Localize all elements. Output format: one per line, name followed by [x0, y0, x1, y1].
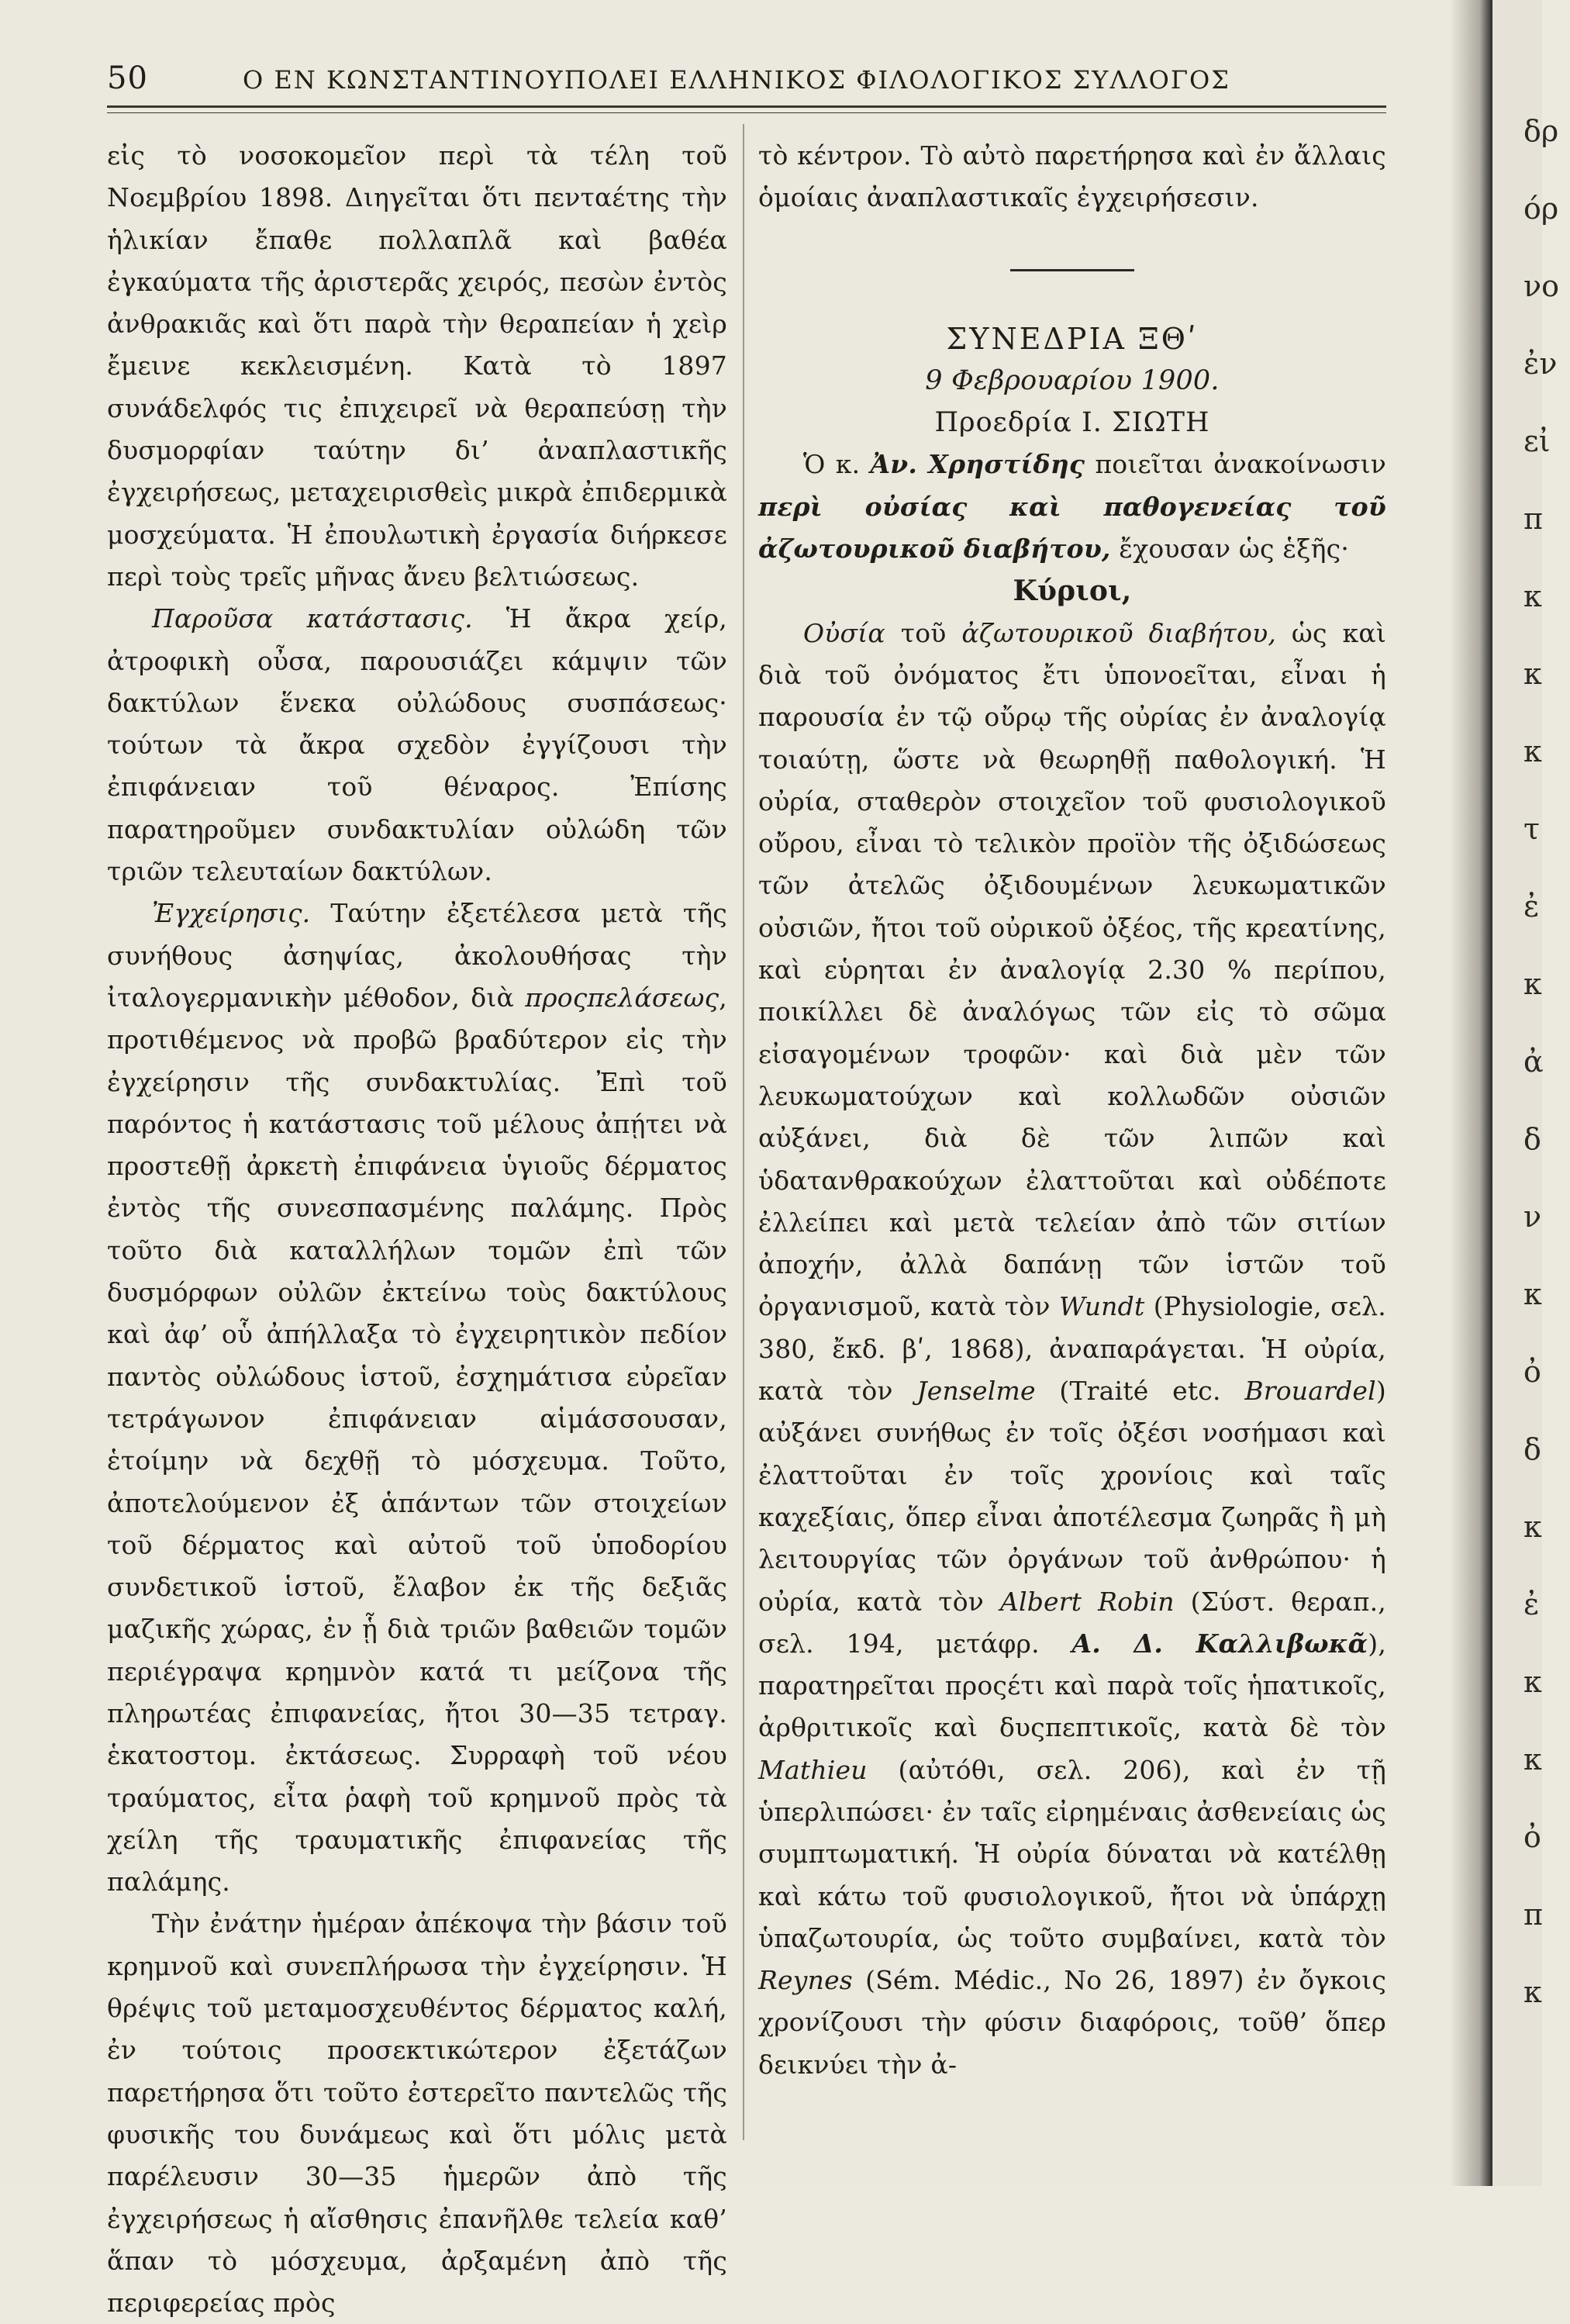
adjacent-page-fragment: κ	[1523, 1277, 1542, 1311]
intro-text-b: ποιεῖται ἀνακοίνωσιν	[1085, 449, 1386, 480]
author-wundt: Wundt	[1058, 1291, 1145, 1322]
azoturia-text-a: τοῦ	[885, 617, 962, 648]
author-mathieu: Mathieu	[758, 1754, 868, 1785]
author-albert-robin: Albert Robin	[999, 1586, 1175, 1617]
adjacent-page-fragment: ν	[1523, 1200, 1542, 1234]
azoturia-text-g: ), παρατηρεῖται προςέτι καὶ παρὰ τοῖς ἡπατικοῖς, ἀρθριτικοῖς καὶ δυςπεπτικοῖς, κατὰ δὲ τὸν	[758, 1628, 1387, 1743]
present-state-text: Ἡ ἄκρα χείρ, ἀτροφικὴ οὖσα, παρουσιάζει κάμψιν τῶν δακτύλων ἕνεκα οὐλώδους συσπάσεως· τούτων τὰ ἄκρα σχεδὸν ἐγγίζουσι τὴν ἐπιφάνειαν τοῦ θέναρος. Ἐπίσης παρατηροῦμεν συνδακτυλίαν οὐλώδη τῶν τριῶν τελευταίων δακτύλων.	[107, 603, 727, 887]
adjacent-page-fragment: εἰ	[1523, 424, 1551, 458]
intro-text-a: Ὁ κ.	[803, 449, 871, 480]
adjacent-page-fragment: δ	[1523, 1432, 1541, 1466]
author-reynes: Reynes	[758, 1965, 853, 1996]
communication-topic: περὶ οὐσίας καὶ παθογενείας τοῦ ἀζωτουρικοῦ διαβήτου,	[758, 491, 1386, 565]
header-rule-thick	[107, 105, 1386, 108]
page-number: 50	[107, 60, 148, 96]
adjacent-page-fragment: κ	[1523, 579, 1542, 613]
operation-label: Ἐγχείρησις.	[152, 898, 311, 929]
adjacent-page-fragment: ὀ	[1523, 1820, 1541, 1854]
adjacent-page-fragment: δ	[1523, 1122, 1541, 1156]
session-chair: Προεδρία Ι. ΣΙΩΤΗ	[934, 407, 1210, 439]
adjacent-page-fragment: κ	[1523, 1510, 1542, 1544]
adjacent-page-fragment: π	[1523, 502, 1543, 536]
azoturia-text-d: (Traité etc.	[1035, 1376, 1245, 1407]
azoturia-text-h: (αὐτόθι, σελ. 206), καὶ ἐν τῇ ὑπερλιπώσει· ἐν ταῖς εἰρημέναις ἀσθενείαις ὡς συμπτωματική. Ἡ οὐρία δύναται νὰ κατέλθῃ καὶ κάτω τοῦ φυσιολογικοῦ, ἤτοι νὰ ὑπάρχῃ ὑπαζωτουρία, ὡς τοῦτο συμβαίνει, κατὰ τὸν	[758, 1754, 1386, 1953]
adjacent-page-fragment: ἐ	[1523, 889, 1540, 924]
adjacent-page-fragment: δρ	[1523, 114, 1559, 148]
binding-gutter-shadow	[1450, 0, 1492, 2186]
adjacent-page-fragment: ἀ	[1523, 1045, 1544, 1079]
adjacent-page-fragment: όρ	[1523, 192, 1559, 226]
column-divider	[743, 124, 744, 2140]
adjacent-page-fragment: κ	[1523, 967, 1542, 1001]
azoturia-text-f: (Σύστ. θεραπ., σελ. 194, μετάφρ.	[758, 1586, 1386, 1659]
operation-text-b: , προτιθέμενος νὰ προβῶ βραδύτερον εἰς τὴν ἐγχείρησιν τῆς συνδακτυλίας. Ἐπὶ τοῦ παρόντος ἡ κατάστασις τοῦ μέλους ἀπῄτει νὰ προστεθῇ ἀρκετὴ ἐπιφάνεια ὑγιοῦς δέρματος ἐντὸς τῆς συνεσπασμένης παλάμης. Πρὸς τοῦτο διὰ καταλλήλων τομῶν ἐπὶ τῶν δυσμόρφων οὐλῶν ἐκτείνω τοὺς δακτύλους καὶ ἀφ’ οὗ ἀπήλλαξα τὸ ἐγχειρητικὸν πεδίον παντὸς οὐλώδους ἱστοῦ, ἐσχημάτισα εὐρεῖαν τετράγωνον ἐπιφάνειαν αἱμάσσουσαν, ἑτοίμην νὰ δεχθῇ τὸ μόσχευμα. Τοῦτο, ἀποτελούμενον ἐξ ἁπάντων τῶν στοιχείων τοῦ δέρματος καὶ αὐτοῦ τοῦ ὑποδορίου συνδετικοῦ ἱστοῦ, ἔλαβον ἐκ τῆς δεξιᾶς μαζικῆς χώρας, ἐν ᾗ διὰ τριῶν βαθειῶν τομῶν περιέγραψα κρημνὸν κατά τι μείζονα τῆς πληρωτέας ἐπιφανείας, ἤτοι 30—35 τετραγ. ἑκατοστομ. ἐκτάσεως. Συρραφὴ τοῦ νέου τραύματος, εἶτα ῥαφὴ τοῦ κρημνοῦ πρὸς τὰ χείλη τῆς τραυματικῆς ἐπιφανείας τῆς παλάμης.	[107, 982, 727, 1898]
author-brouardel: Brouardel	[1244, 1376, 1376, 1407]
right-column	[758, 135, 1386, 2086]
present-state-label: Παροῦσα κατάστασις.	[152, 603, 473, 634]
salutation: Κύριοι,	[1013, 575, 1132, 608]
adjacent-page-edge	[1492, 0, 1559, 2186]
translator-kallivokas: Α. Δ. Καλλιβωκᾶ	[1071, 1628, 1368, 1659]
session-date: 9 Φεβρουαρίου 1900.	[925, 364, 1220, 396]
paragraph-continuation: τὸ κέντρον. Τὸ αὐτὸ παρετήρησα καὶ ἐν ἄλλαις ὁμοίαις ἀναπλαστικαῖς ἐγχειρήσεσιν.	[758, 140, 1386, 213]
azoturia-text-b: ὡς καὶ διὰ τοῦ ὀνόματος ἔτι ὑπονοεῖται, εἶναι ἡ παρουσία ἐν τῷ οὔρῳ τῆς οὐρίας ἐν ἀναλογίᾳ τοιαύτῃ, ὥστε νὰ θεωρηθῇ παθολογική. Ἡ οὐρία, σταθερὸν στοιχεῖον τοῦ φυσιολογικοῦ οὔρου, εἶναι τὸ τελικὸν προϊὸν τῆς ὀξιδώσεως τῶν ἀτελῶς ὀξιδουμένων λευκωματικῶν οὐσιῶν, ἤτοι τοῦ οὐρικοῦ ὀξέος, τῆς κρεατίνης, καὶ εὑρηται ἐν ἀναλογίᾳ 2.30 % περίπου, ποικίλλει δὲ ἀναλόγως τῶν εἰς τὸ σῶμα εἰσαγομένων τροφῶν· καὶ διὰ μὲν τῶν λευκωματούχων καὶ κολλωδῶν οὐσιῶν αὐξάνει, διὰ δὲ τῶν λιπῶν καὶ ὑδατανθρακούχων ἐλαττοῦται καὶ οὐδέποτε ἐλλείπει καὶ μετὰ τελείαν ἀπὸ τῶν σιτίων ἀποχήν, ἀλλὰ δαπάνῃ τῶν ἱστῶν τοῦ ὀργανισμοῦ, κατὰ τὸν	[758, 617, 1387, 1322]
paragraph-azoturia	[758, 613, 1386, 2086]
paragraph-case-history: εἰς τὸ νοσοκομεῖον περὶ τὰ τέλη τοῦ Νοεμβρίου 1898. Διηγεῖται ὅτι πενταέτης τὴν ἡλικίαν ἔπαθε πολλαπλᾶ καὶ βαθέα ἐγκαύματα τῆς ἀριστερᾶς χειρός, πεσὼν ἐντὸς ἀνθρακιᾶς καὶ ὅτι παρὰ τὴν θεραπείαν ἡ χεὶρ ἔμεινε κεκλεισμένη. Κατὰ τὸ 1897 συνάδελφός τις ἐπιχειρεῖ νὰ θεραπεύσῃ τὴν δυσμορφίαν ταύτην δι’ ἀναπλαστικῆς ἐγχειρήσεως, μεταχειρισθεὶς μικρὰ ἐπιδερμικὰ μοσχεύματα. Ἡ ἐπουλωτικὴ ἐργασία διήρκεσε περὶ τοὺς τρεῖς μῆνας ἄνευ βελτιώσεως.	[107, 140, 727, 592]
adjacent-page-fragment: κ	[1523, 1742, 1542, 1777]
adjacent-page-fragment: νο	[1523, 269, 1559, 303]
adjacent-page-fragment: ἐ	[1523, 1587, 1540, 1621]
paragraph-outcome: Τὴν ἐνάτην ἡμέραν ἀπέκοψα τὴν βάσιν τοῦ κρημνοῦ καὶ συνεπλήρωσα τὴν ἐγχείρησιν. Ἡ θρέψις τοῦ μεταμοσχευθέντος δέρματος καλή, ἐν τούτοις προσεκτικώτερον ἐξετάζων παρετήρησα ὅτι τοῦτο ἐστερεῖτο παντελῶς τῆς φυσικῆς του δυνάμεως καὶ ὅτι μόλις μετὰ παρέλευσιν 30—35 ἡμερῶν ἀπὸ τῆς ἐγχειρήσεως ἡ αἴσθησις ἐπανῆλθε τελεία καθ’ ἅπαν τὸ μόσχευμα, ἀρξαμένη ἀπὸ τῆς περιφερείας πρὸς	[107, 1908, 727, 2319]
azoturia-text-i: (Sém. Médic., No 26, 1897) ἐν ὄγκοις χρονίζουσι τὴν φύσιν διαφόροις, τοῦθ’ ὅπερ δεικνύει τὴν ἀ-	[758, 1965, 1386, 2080]
azoturia-term: ἀζωτουρικοῦ διαβήτου,	[961, 617, 1277, 648]
left-column	[107, 135, 727, 2324]
session-title: ΣΥΝΕΔΡΙΑ ΞΘʹ	[946, 321, 1199, 356]
speaker-name: Ἀν. Χρηστίδης	[870, 449, 1085, 480]
adjacent-page-fragment: π	[1523, 1898, 1543, 1932]
azoturia-text-c: (Physiologie, σελ. 380, ἔκδ. βʹ, 1868), ἀναπαράγεται. Ἡ οὐρία, κατὰ τὸν	[758, 1291, 1386, 1407]
adjacent-page-fragment: κ	[1523, 1665, 1542, 1699]
intro-text-c: ἔχουσαν ὡς ἑξῆς·	[1110, 534, 1350, 565]
azoturia-label: Οὐσία	[803, 617, 885, 648]
adjacent-page-fragment: ὀ	[1523, 1355, 1541, 1389]
running-title: Ο ΕΝ ΚΩΝΣΤΑΝΤΙΝΟΥΠΟΛΕΙ ΕΛΛΗΝΙΚΟΣ ΦΙΛΟΛΟΓΙΚΟΣ ΣΥΛΛΟΓΟΣ	[243, 65, 1230, 95]
paragraph-introduction	[758, 444, 1386, 570]
adjacent-page-fragment: ἐν	[1523, 347, 1558, 381]
paragraph-operation	[107, 893, 727, 1903]
adjacent-page-fragment: τ	[1523, 812, 1541, 846]
adjacent-page-fragment: κ	[1523, 734, 1542, 768]
section-separator	[1010, 269, 1134, 271]
header-rule-thin	[107, 112, 1386, 113]
paragraph-present-state	[107, 598, 727, 893]
adjacent-page-fragment: κ	[1523, 1975, 1542, 2009]
operation-term: προςπελάσεως	[525, 982, 719, 1013]
author-jenselme: Jenselme	[916, 1376, 1036, 1407]
azoturia-text-e: ) αὐξάνει συνήθως ἐν τοῖς ὀξέσι νοσήμασι καὶ ἐλαττοῦται ἐν τοῖς χρονίοις καὶ ταῖς καχεξίαις, ὅπερ εἶναι ἀποτέλεσμα ζωηρᾶς ἢ μὴ λειτουργίας τῶν ὀργάνων τοῦ ἀνθρώπου· ἡ οὐρία, κατὰ τὸν	[758, 1376, 1386, 1617]
page-header	[107, 57, 1264, 101]
adjacent-page-fragment: κ	[1523, 657, 1542, 691]
operation-text-a: Ταύτην ἐξετέλεσα μετὰ τῆς συνήθους ἀσηψίας, ἀκολουθήσας τὴν ἰταλογερμανικὴν μέθοδον, διὰ	[107, 898, 727, 1013]
